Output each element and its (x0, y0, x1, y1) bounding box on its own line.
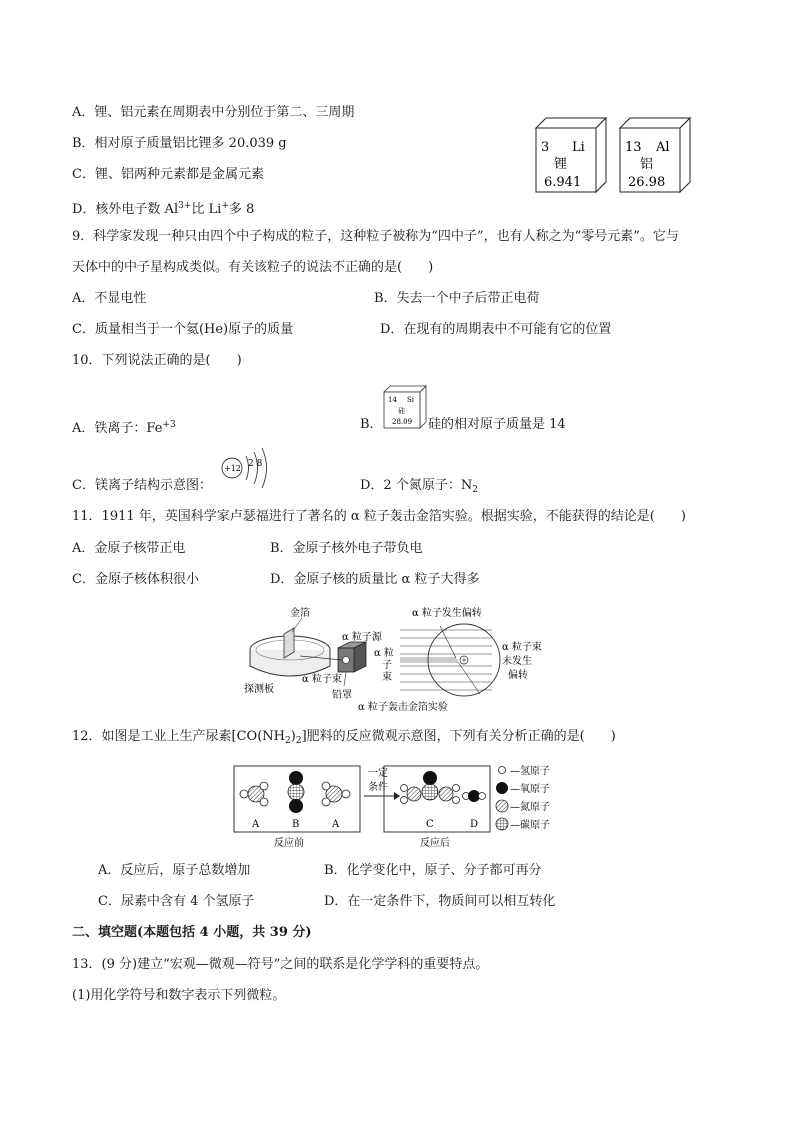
legend-nitrogen: —氮原子 (510, 802, 550, 813)
q10-option-c: C．镁离子结构示意图： (72, 478, 212, 493)
q10-option-d: D．2 个氮原子：$N_2$ (360, 478, 478, 495)
q8-option-d: D．核外电子数 $Al^{3+}$比 Li+多 8 (72, 201, 255, 217)
reaction-arrow (364, 792, 400, 800)
q12-stem: 12．如图是工业上生产尿素$[CO(NH_2)_2]$肥料的反应微观示意图，下列有关分析正确的是( ) (72, 729, 616, 746)
q9-option-a: A．不显电性 (72, 291, 147, 306)
mg-nucleus-charge: +12 (224, 464, 241, 473)
experiment-caption: α 粒子轰击金箔实验 (358, 702, 448, 713)
q12-option-c: C．尿素中含有 4 个氢原子 (98, 894, 255, 909)
condition-label-1: 一定 (368, 768, 388, 779)
aluminium-card (620, 118, 690, 192)
q11-stem: 11．1911 年，英国科学家卢瑟福进行了著名的 α 粒子轰击金箔实验。根据实验，不能获得的结论是( ) (72, 509, 686, 524)
q12-option-b: B．化学变化中，原子、分子都可再分 (324, 863, 542, 878)
undeflected-label-1: α 粒子束 (502, 642, 542, 653)
beam-left-label-1: α 粒 (374, 648, 394, 659)
si-atomic-number: 14 (388, 396, 397, 404)
foil-label: 金箔 (290, 608, 310, 619)
shield-label: 铅罩 (332, 690, 352, 701)
li-mass: 6.941 (544, 175, 582, 190)
q9-option-c: C．质量相当于一个氦(He)原子的质量 (72, 322, 294, 337)
element-cards-figure (528, 114, 708, 196)
q12-option-d: D．在一定条件下，物质间可以相互转化 (324, 894, 556, 909)
mg-shell-electrons: 2 8 (248, 459, 263, 469)
q10-stem: 10．下列说法正确的是( ) (72, 353, 242, 368)
q12-option-a: A．反应后，原子总数增加 (98, 863, 251, 878)
beam-left-label-2: 子 (382, 660, 392, 671)
q9-stem-line2: 天体中的中子星构成类似。有关该粒子的说法不正确的是( ) (72, 260, 434, 275)
deflection-label: α 粒子发生偏转 (412, 608, 482, 619)
q11-option-c: C．金原子核体积很小 (72, 572, 199, 587)
atom-legend (496, 764, 550, 831)
si-name: 硅 (398, 407, 405, 415)
q8-option-b: B．相对原子质量铝比锂多 20.039 g (72, 136, 287, 151)
q11-option-a: A．金原子核带正电 (72, 541, 186, 556)
source-label: α 粒子源 (342, 632, 382, 643)
undeflected-label-2: 未发生 (502, 656, 532, 667)
q8-option-c: C．锂、铝两种元素都是金属元素 (72, 167, 264, 182)
q11-option-d: D．金原子核的质量比 α 粒子大得多 (270, 572, 480, 587)
section-heading: 二、填空题(本题包括 4 小题，共 39 分) (72, 925, 312, 940)
silicon-card-figure (382, 384, 428, 430)
legend-hydrogen: —氢原子 (510, 766, 550, 777)
q10-option-b-text: 硅的相对原子质量是 14 (428, 417, 566, 432)
li-name: 锂 (554, 157, 568, 172)
q8-option-a: A．锂、铝元素在周期表中分别位于第二、三周期 (72, 105, 355, 120)
si-mass: 28.09 (392, 418, 413, 426)
si-symbol: Si (407, 396, 415, 404)
beam-left-label-3: 束 (382, 672, 392, 683)
urea-molecule (401, 771, 460, 804)
magnesium-ion-diagram (218, 446, 274, 492)
q10-option-b-prefix: B. (360, 417, 374, 432)
al-atomic-number: 13 (625, 140, 642, 155)
after-caption: 反应后 (420, 838, 450, 849)
al-symbol: Al (656, 140, 670, 155)
q10-option-a: A．铁离子：$Fe^{+3}$ (72, 420, 176, 436)
legend-oxygen: —氧原子 (510, 784, 550, 795)
lithium-card (536, 118, 606, 192)
carbon-dioxide-molecule (288, 771, 304, 813)
q9-option-b: B．失去一个中子后带正电荷 (374, 291, 540, 306)
li-symbol: Li (572, 140, 585, 155)
beam-label: α 粒子束 (302, 674, 342, 685)
water-molecule (463, 790, 486, 802)
q9-stem-line1: 9．科学家发现一种只由四个中子构成的粒子，这种粒子被称为“四中子”，也有人称之为“零号元素”。它与 (72, 229, 679, 244)
li-atomic-number: 3 (541, 140, 550, 155)
label-b: B (292, 819, 300, 830)
q11-option-b: B．金原子核外电子带负电 (270, 541, 423, 556)
before-caption: 反应前 (274, 838, 304, 849)
rutherford-experiment-figure (240, 604, 556, 714)
ammonia-molecule-left (240, 782, 268, 806)
al-mass: 26.98 (628, 175, 666, 190)
ammonia-molecule-right (322, 782, 350, 806)
al-name: 铝 (640, 157, 654, 172)
undeflected-label-3: 偏转 (508, 670, 528, 681)
q13-sub1: (1)用化学符号和数字表示下列微粒。 (72, 988, 286, 1003)
condition-label-2: 条件 (368, 782, 388, 793)
label-a-left: A (252, 819, 260, 830)
legend-carbon: —碳原子 (510, 820, 550, 831)
particle-tracks (400, 626, 492, 694)
q9-option-d: D．在现有的周期表中不可能有它的位置 (380, 322, 612, 337)
detector-label: 探测板 (244, 684, 274, 695)
q13-stem: 13．(9 分)建立“宏观—微观—符号”之间的联系是化学学科的重要特点。 (72, 957, 489, 972)
label-d: D (470, 819, 479, 830)
label-c: C (426, 819, 434, 830)
label-a-right: A (332, 819, 340, 830)
urea-reaction-figure (230, 760, 570, 852)
lead-shield-box (338, 642, 366, 672)
